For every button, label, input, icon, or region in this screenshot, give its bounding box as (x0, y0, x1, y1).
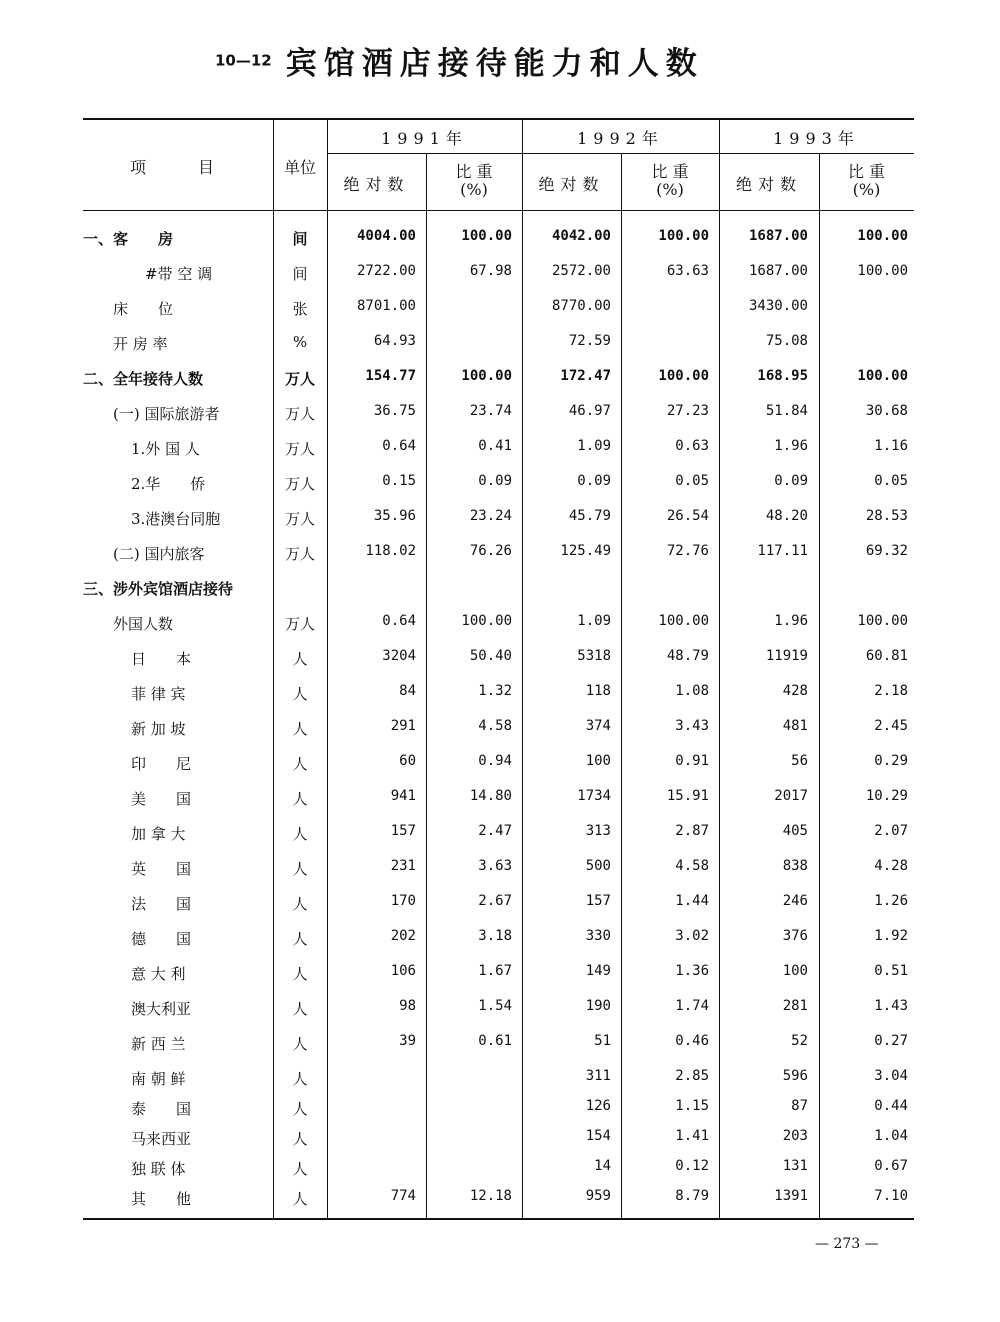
cell-absolute: 838 (782, 858, 808, 874)
cell-absolute: 0.15 (382, 473, 416, 489)
cell-absolute: 190 (585, 998, 611, 1014)
cell-share: 1.15 (675, 1098, 709, 1114)
cell-share: 0.67 (874, 1158, 908, 1174)
cell-absolute: 500 (585, 858, 611, 874)
cell-absolute: 8770.00 (551, 298, 611, 314)
cell-share: 0.05 (874, 473, 908, 489)
cell-absolute: 100 (585, 753, 611, 769)
cell-share: 2.47 (478, 823, 512, 839)
table-row (83, 1120, 914, 1154)
table-row (83, 990, 914, 1024)
cell-absolute: 231 (390, 858, 416, 874)
row-unit: 人 (292, 860, 308, 878)
row-item-label: 南 朝 鲜 (131, 1070, 186, 1088)
cell-share: 4.28 (874, 858, 908, 874)
row-unit: 人 (292, 755, 308, 773)
cell-share: 4.58 (478, 718, 512, 734)
row-item-label: 印 尼 (131, 755, 192, 773)
cell-absolute: 0.64 (382, 613, 416, 629)
cell-share: 2.67 (478, 893, 512, 909)
header-share-top: 比 重 (651, 162, 689, 181)
cell-absolute: 4042.00 (551, 228, 611, 244)
row-unit: 人 (292, 965, 308, 983)
cell-share: 0.94 (478, 753, 512, 769)
row-unit: 人 (292, 1100, 308, 1118)
table-row (83, 255, 914, 289)
cell-share: 4.58 (675, 858, 709, 874)
cell-absolute: 75.08 (765, 333, 808, 349)
row-unit: 万人 (284, 440, 315, 458)
cell-share: 100.00 (461, 368, 512, 384)
cell-absolute: 481 (782, 718, 808, 734)
cell-absolute: 1.09 (577, 438, 611, 454)
cell-share: 100.00 (658, 228, 709, 244)
cell-share: 2.18 (874, 683, 908, 699)
cell-absolute: 87 (791, 1098, 808, 1114)
cell-share: 100.00 (857, 228, 908, 244)
table-row (83, 1090, 914, 1124)
row-item-label: 开 房 率 (113, 335, 168, 353)
row-item-label: 美 国 (131, 790, 192, 808)
cell-share: 15.91 (666, 788, 709, 804)
cell-absolute: 154.77 (365, 368, 416, 384)
cell-share: 100.00 (658, 368, 709, 384)
table-row (83, 290, 914, 324)
header-unit: 单位 (283, 158, 316, 177)
cell-absolute: 84 (399, 683, 416, 699)
cell-share: 23.74 (469, 403, 512, 419)
row-unit: 万人 (284, 545, 315, 563)
row-unit: 人 (292, 1130, 308, 1148)
header-share-bottom: (%) (460, 180, 488, 199)
cell-share: 1.54 (478, 998, 512, 1014)
cell-share: 0.29 (874, 753, 908, 769)
cell-absolute: 46.97 (568, 403, 611, 419)
table-number: 10—12 (215, 51, 272, 70)
cell-share: 14.80 (469, 788, 512, 804)
cell-absolute: 0.64 (382, 438, 416, 454)
row-unit: % (292, 333, 308, 351)
cell-absolute: 11919 (765, 648, 808, 664)
cell-share: 27.23 (666, 403, 709, 419)
cell-absolute: 203 (782, 1128, 808, 1144)
cell-share: 3.43 (675, 718, 709, 734)
table-row (83, 780, 914, 814)
cell-absolute: 1734 (577, 788, 611, 804)
cell-share: 100.00 (857, 368, 908, 384)
year-header-rule (327, 153, 914, 154)
header-share-bottom: (%) (656, 180, 684, 199)
row-unit: 人 (292, 685, 308, 703)
row-item-label: 澳大利亚 (131, 1000, 192, 1018)
cell-share: 0.46 (675, 1033, 709, 1049)
cell-absolute: 1391 (774, 1188, 808, 1204)
row-item-label: 泰 国 (131, 1100, 192, 1118)
header-absolute: 绝对数 (538, 175, 605, 194)
cell-share: 100.00 (461, 613, 512, 629)
page-number: — 273 — (815, 1236, 879, 1252)
row-unit: 人 (292, 895, 308, 913)
cell-absolute: 428 (782, 683, 808, 699)
cell-absolute: 172.47 (560, 368, 611, 384)
cell-absolute: 291 (390, 718, 416, 734)
table-row (83, 850, 914, 884)
table-bottom-rule (83, 1218, 914, 1220)
row-unit: 间 (292, 265, 308, 283)
row-item-label: 马来西亚 (131, 1130, 192, 1148)
row-item-label: 1.外 国 人 (131, 440, 200, 458)
row-unit: 人 (292, 1190, 308, 1208)
row-item-label: 加 拿 大 (131, 825, 186, 843)
cell-share: 2.85 (675, 1068, 709, 1084)
header-item: 项目 (129, 158, 266, 177)
table-row (83, 535, 914, 569)
cell-absolute: 1.96 (774, 613, 808, 629)
cell-absolute: 941 (390, 788, 416, 804)
cell-share: 12.18 (469, 1188, 512, 1204)
cell-share: 1.67 (478, 963, 512, 979)
cell-absolute: 2017 (774, 788, 808, 804)
cell-absolute: 106 (390, 963, 416, 979)
row-item-label: 床 位 (113, 300, 174, 318)
table-row (83, 1150, 914, 1184)
cell-absolute: 64.93 (373, 333, 416, 349)
cell-absolute: 100 (782, 963, 808, 979)
cell-share: 0.41 (478, 438, 512, 454)
cell-absolute: 376 (782, 928, 808, 944)
cell-share: 2.07 (874, 823, 908, 839)
cell-share: 1.44 (675, 893, 709, 909)
table-row (83, 605, 914, 639)
row-item-label: 一、客 房 (83, 230, 174, 248)
cell-absolute: 39 (399, 1033, 416, 1049)
cell-share: 100.00 (857, 613, 908, 629)
cell-absolute: 774 (390, 1188, 416, 1204)
cell-absolute: 4004.00 (356, 228, 416, 244)
cell-share: 3.02 (675, 928, 709, 944)
cell-absolute: 2572.00 (551, 263, 611, 279)
header-share (621, 163, 719, 199)
table-row (83, 675, 914, 709)
cell-absolute: 1687.00 (748, 228, 808, 244)
row-item-label: #带 空 调 (145, 265, 213, 283)
cell-absolute: 118 (585, 683, 611, 699)
cell-absolute: 118.02 (365, 543, 416, 559)
cell-absolute: 98 (399, 998, 416, 1014)
table-row (83, 570, 914, 604)
cell-share: 60.81 (865, 648, 908, 664)
row-unit: 万人 (284, 405, 315, 423)
cell-absolute: 131 (782, 1158, 808, 1174)
table-row (83, 885, 914, 919)
cell-share: 7.10 (874, 1188, 908, 1204)
cell-absolute: 56 (791, 753, 808, 769)
cell-share: 30.68 (865, 403, 908, 419)
header-share-top: 比 重 (455, 162, 493, 181)
cell-absolute: 311 (585, 1068, 611, 1084)
table-row (83, 500, 914, 534)
header-share-bottom: (%) (852, 180, 881, 199)
cell-share: 48.79 (666, 648, 709, 664)
cell-share: 0.91 (675, 753, 709, 769)
table-row (83, 360, 914, 394)
cell-share: 3.04 (874, 1068, 908, 1084)
cell-absolute: 72.59 (568, 333, 611, 349)
cell-absolute: 596 (782, 1068, 808, 1084)
cell-absolute: 35.96 (373, 508, 416, 524)
row-unit: 人 (292, 790, 308, 808)
cell-absolute: 170 (390, 893, 416, 909)
row-unit: 人 (292, 1035, 308, 1053)
cell-share: 76.26 (469, 543, 512, 559)
cell-absolute: 154 (585, 1128, 611, 1144)
header-share-top: 比 重 (847, 162, 886, 181)
cell-absolute: 0.09 (577, 473, 611, 489)
cell-absolute: 374 (585, 718, 611, 734)
cell-absolute: 51.84 (765, 403, 808, 419)
row-unit: 万人 (284, 475, 315, 493)
row-item-label: 2.华 侨 (131, 475, 206, 493)
cell-share: 63.63 (666, 263, 709, 279)
cell-absolute: 330 (585, 928, 611, 944)
cell-share: 0.27 (874, 1033, 908, 1049)
cell-share: 100.00 (461, 228, 512, 244)
cell-absolute: 2722.00 (356, 263, 416, 279)
cell-share: 3.18 (478, 928, 512, 944)
row-unit: 人 (292, 650, 308, 668)
row-item-label: 新 西 兰 (131, 1035, 186, 1053)
cell-share: 1.16 (874, 438, 908, 454)
cell-absolute: 281 (782, 998, 808, 1014)
cell-absolute: 1.09 (577, 613, 611, 629)
row-item-label: (一) 国际旅游者 (113, 405, 220, 423)
cell-absolute: 125.49 (560, 543, 611, 559)
row-unit: 人 (292, 930, 308, 948)
cell-share: 10.29 (865, 788, 908, 804)
header-share (819, 163, 914, 199)
row-unit: 万人 (284, 615, 315, 633)
cell-absolute: 8701.00 (356, 298, 416, 314)
cell-absolute: 52 (791, 1033, 808, 1049)
row-unit: 人 (292, 1000, 308, 1018)
cell-share: 1.74 (675, 998, 709, 1014)
cell-share: 69.32 (865, 543, 908, 559)
row-item-label: 外国人数 (113, 615, 174, 633)
table-row (83, 395, 914, 429)
cell-absolute: 126 (585, 1098, 611, 1114)
row-item-label: 其 他 (131, 1190, 192, 1208)
table-row (83, 220, 914, 254)
cell-share: 1.43 (874, 998, 908, 1014)
row-item-label: 二、全年接待人数 (83, 370, 204, 388)
cell-share: 0.63 (675, 438, 709, 454)
table-row (83, 1180, 914, 1214)
cell-absolute: 157 (390, 823, 416, 839)
table-row (83, 745, 914, 779)
cell-absolute: 157 (585, 893, 611, 909)
cell-absolute: 246 (782, 893, 808, 909)
table-row (83, 640, 914, 674)
row-unit: 间 (292, 230, 308, 248)
cell-share: 1.26 (874, 893, 908, 909)
table-row (83, 710, 914, 744)
cell-absolute: 168.95 (757, 368, 808, 384)
cell-share: 0.05 (675, 473, 709, 489)
cell-absolute: 202 (390, 928, 416, 944)
row-item-label: 三、涉外宾馆酒店接待 (83, 580, 234, 598)
row-unit: 张 (292, 300, 308, 318)
cell-share: 0.51 (874, 963, 908, 979)
row-unit: 万人 (284, 510, 315, 528)
cell-share: 50.40 (469, 648, 512, 664)
table-row (83, 955, 914, 989)
cell-share: 1.04 (874, 1128, 908, 1144)
cell-absolute: 149 (585, 963, 611, 979)
row-item-label: 德 国 (131, 930, 192, 948)
header-year-1992: 1992年 (577, 129, 664, 148)
cell-share: 1.08 (675, 683, 709, 699)
row-item-label: 独 联 体 (131, 1160, 186, 1178)
cell-share: 1.92 (874, 928, 908, 944)
cell-share: 1.36 (675, 963, 709, 979)
cell-share: 0.61 (478, 1033, 512, 1049)
cell-absolute: 1.96 (774, 438, 808, 454)
header-absolute: 绝对数 (343, 175, 410, 194)
cell-share: 28.53 (865, 508, 908, 524)
cell-share: 1.41 (675, 1128, 709, 1144)
row-item-label: 新 加 坡 (131, 720, 186, 738)
cell-absolute: 48.20 (765, 508, 808, 524)
row-item-label: (二) 国内旅客 (113, 545, 205, 563)
cell-share: 0.44 (874, 1098, 908, 1114)
table-row (83, 325, 914, 359)
cell-share: 1.32 (478, 683, 512, 699)
cell-absolute: 405 (782, 823, 808, 839)
row-item-label: 意 大 利 (131, 965, 186, 983)
cell-share: 72.76 (666, 543, 709, 559)
table-row (83, 465, 914, 499)
table-row (83, 920, 914, 954)
header-share (426, 163, 522, 199)
row-unit: 人 (292, 720, 308, 738)
row-item-label: 英 国 (131, 860, 192, 878)
header-year-1993: 1993年 (773, 129, 860, 148)
table-top-rule (83, 118, 914, 120)
row-unit: 人 (292, 825, 308, 843)
cell-absolute: 60 (399, 753, 416, 769)
cell-absolute: 3204 (382, 648, 416, 664)
page-title (215, 38, 704, 83)
row-item-label: 法 国 (131, 895, 192, 913)
table-row (83, 1025, 914, 1059)
cell-absolute: 45.79 (568, 508, 611, 524)
cell-share: 3.63 (478, 858, 512, 874)
cell-absolute: 51 (594, 1033, 611, 1049)
cell-share: 67.98 (469, 263, 512, 279)
row-unit: 人 (292, 1070, 308, 1088)
table-row (83, 1060, 914, 1094)
cell-absolute: 36.75 (373, 403, 416, 419)
row-item-label: 3.港澳台同胞 (131, 510, 221, 528)
row-unit: 人 (292, 1160, 308, 1178)
cell-share: 2.87 (675, 823, 709, 839)
cell-absolute: 3430.00 (748, 298, 808, 314)
cell-absolute: 959 (585, 1188, 611, 1204)
cell-share: 23.24 (469, 508, 512, 524)
cell-absolute: 1687.00 (748, 263, 808, 279)
table-title: 宾馆酒店接待能力和人数 (285, 46, 704, 82)
cell-share: 100.00 (857, 263, 908, 279)
row-item-label: 日 本 (131, 650, 192, 668)
row-unit: 万人 (284, 370, 315, 388)
cell-share: 100.00 (658, 613, 709, 629)
header-absolute: 绝对数 (735, 175, 802, 194)
cell-share: 8.79 (675, 1188, 709, 1204)
row-item-label: 菲 律 宾 (131, 685, 186, 703)
table-row (83, 430, 914, 464)
cell-absolute: 117.11 (757, 543, 808, 559)
cell-share: 26.54 (666, 508, 709, 524)
cell-absolute: 0.09 (774, 473, 808, 489)
cell-share: 2.45 (874, 718, 908, 734)
table-header-rule (83, 210, 914, 211)
cell-absolute: 5318 (577, 648, 611, 664)
cell-absolute: 14 (594, 1158, 611, 1174)
table-row (83, 815, 914, 849)
header-year-1991: 1991年 (381, 129, 468, 148)
cell-absolute: 313 (585, 823, 611, 839)
cell-share: 0.12 (675, 1158, 709, 1174)
cell-share: 0.09 (478, 473, 512, 489)
